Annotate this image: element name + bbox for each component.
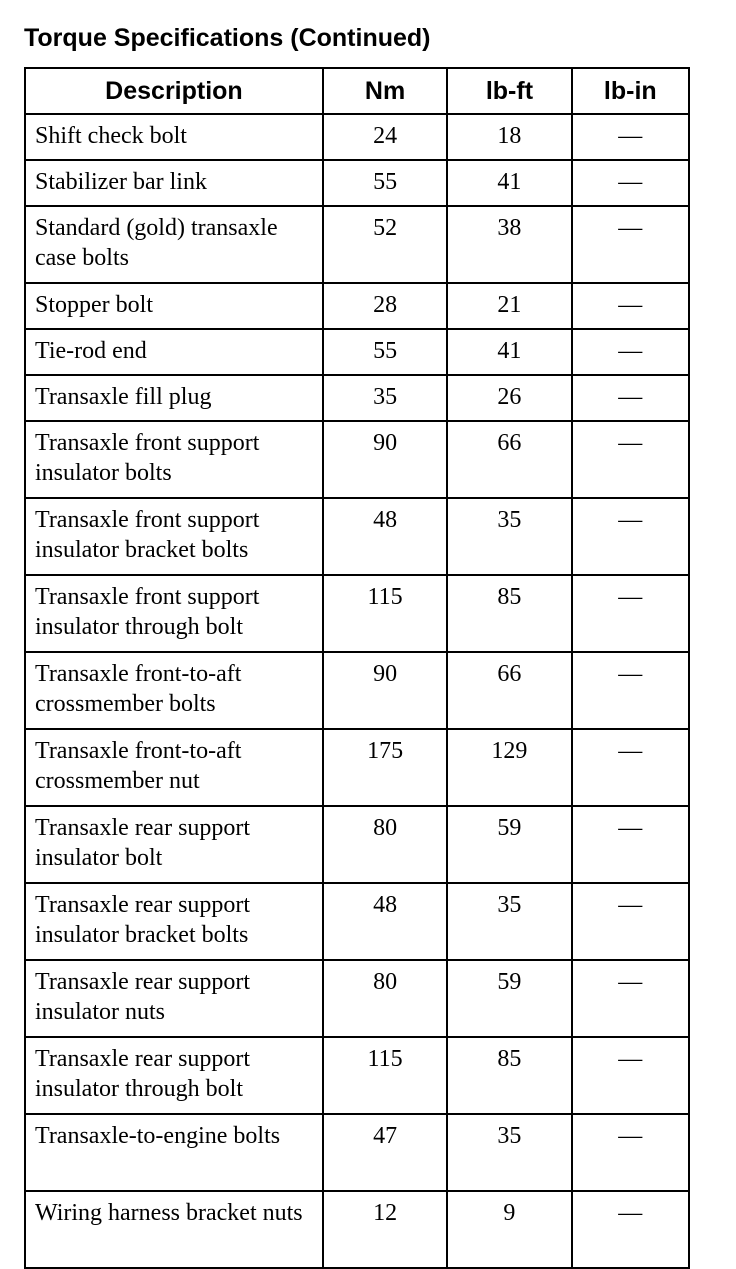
table-row bbox=[25, 1114, 689, 1191]
description-cell: Transaxle rear support insulator through bolt bbox=[25, 1037, 323, 1114]
lb-ft-cell: 85 bbox=[447, 1037, 571, 1114]
nm-cell: 24 bbox=[323, 114, 447, 160]
nm-cell: 55 bbox=[323, 160, 447, 206]
nm-cell: 55 bbox=[323, 329, 447, 375]
description-cell: Transaxle rear support insulator bolt bbox=[25, 806, 323, 883]
table-row bbox=[25, 421, 689, 498]
nm-cell: 48 bbox=[323, 883, 447, 960]
lb-in-cell: — bbox=[572, 1114, 689, 1191]
lb-ft-cell: 41 bbox=[447, 160, 571, 206]
header-lb-in: lb-in bbox=[572, 68, 689, 114]
description-cell: Transaxle-to-engine bolts bbox=[25, 1114, 323, 1191]
lb-in-cell: — bbox=[572, 160, 689, 206]
table-row bbox=[25, 960, 689, 1037]
description-cell: Transaxle front support insulator bracket bolts bbox=[25, 498, 323, 575]
header-lb-ft: lb-ft bbox=[447, 68, 571, 114]
description-cell: Transaxle front support insulator bolts bbox=[25, 421, 323, 498]
nm-cell: 90 bbox=[323, 652, 447, 729]
nm-cell: 48 bbox=[323, 498, 447, 575]
nm-cell: 47 bbox=[323, 1114, 447, 1191]
nm-cell: 52 bbox=[323, 206, 447, 283]
nm-cell: 175 bbox=[323, 729, 447, 806]
lb-in-cell: — bbox=[572, 114, 689, 160]
lb-in-cell: — bbox=[572, 329, 689, 375]
lb-in-cell: — bbox=[572, 283, 689, 329]
description-cell: Wiring harness bracket nuts bbox=[25, 1191, 323, 1268]
table-row bbox=[25, 729, 689, 806]
torque-spec-table bbox=[24, 67, 690, 1269]
lb-ft-cell: 9 bbox=[447, 1191, 571, 1268]
lb-ft-cell: 129 bbox=[447, 729, 571, 806]
lb-ft-cell: 21 bbox=[447, 283, 571, 329]
description-cell: Transaxle front-to-aft crossmember bolts bbox=[25, 652, 323, 729]
description-cell: Stopper bolt bbox=[25, 283, 323, 329]
lb-ft-cell: 66 bbox=[447, 652, 571, 729]
lb-ft-cell: 35 bbox=[447, 1114, 571, 1191]
description-cell: Transaxle front-to-aft crossmember nut bbox=[25, 729, 323, 806]
lb-in-cell: — bbox=[572, 806, 689, 883]
nm-cell: 115 bbox=[323, 575, 447, 652]
lb-ft-cell: 35 bbox=[447, 883, 571, 960]
lb-ft-cell: 59 bbox=[447, 960, 571, 1037]
lb-in-cell: — bbox=[572, 498, 689, 575]
table-row bbox=[25, 575, 689, 652]
lb-in-cell: — bbox=[572, 375, 689, 421]
page-title: Torque Specifications (Continued) bbox=[24, 24, 431, 52]
nm-cell: 80 bbox=[323, 960, 447, 1037]
table-row bbox=[25, 1037, 689, 1114]
nm-cell: 90 bbox=[323, 421, 447, 498]
description-cell: Transaxle rear support insulator nuts bbox=[25, 960, 323, 1037]
header-description: Description bbox=[25, 68, 323, 114]
nm-cell: 35 bbox=[323, 375, 447, 421]
lb-in-cell: — bbox=[572, 575, 689, 652]
table-row bbox=[25, 206, 689, 283]
lb-ft-cell: 66 bbox=[447, 421, 571, 498]
description-cell: Tie-rod end bbox=[25, 329, 323, 375]
lb-ft-cell: 38 bbox=[447, 206, 571, 283]
lb-in-cell: — bbox=[572, 1037, 689, 1114]
lb-ft-cell: 18 bbox=[447, 114, 571, 160]
description-cell: Transaxle fill plug bbox=[25, 375, 323, 421]
lb-in-cell: — bbox=[572, 729, 689, 806]
lb-in-cell: — bbox=[572, 1191, 689, 1268]
table-row bbox=[25, 160, 689, 206]
description-cell: Transaxle front support insulator through bolt bbox=[25, 575, 323, 652]
table-row bbox=[25, 329, 689, 375]
lb-ft-cell: 35 bbox=[447, 498, 571, 575]
description-cell: Standard (gold) transaxle case bolts bbox=[25, 206, 323, 283]
nm-cell: 115 bbox=[323, 1037, 447, 1114]
lb-ft-cell: 59 bbox=[447, 806, 571, 883]
nm-cell: 28 bbox=[323, 283, 447, 329]
lb-ft-cell: 85 bbox=[447, 575, 571, 652]
lb-ft-cell: 41 bbox=[447, 329, 571, 375]
lb-ft-cell: 26 bbox=[447, 375, 571, 421]
description-cell: Transaxle rear support insulator bracket bolts bbox=[25, 883, 323, 960]
table-row bbox=[25, 283, 689, 329]
lb-in-cell: — bbox=[572, 883, 689, 960]
description-cell: Stabilizer bar link bbox=[25, 160, 323, 206]
table-header-row bbox=[25, 68, 689, 114]
table-row bbox=[25, 114, 689, 160]
table-row bbox=[25, 375, 689, 421]
lb-in-cell: — bbox=[572, 652, 689, 729]
lb-in-cell: — bbox=[572, 206, 689, 283]
lb-in-cell: — bbox=[572, 421, 689, 498]
nm-cell: 80 bbox=[323, 806, 447, 883]
table-row bbox=[25, 1191, 689, 1268]
table-row bbox=[25, 806, 689, 883]
table-row bbox=[25, 883, 689, 960]
nm-cell: 12 bbox=[323, 1191, 447, 1268]
lb-in-cell: — bbox=[572, 960, 689, 1037]
table-row bbox=[25, 498, 689, 575]
table-row bbox=[25, 652, 689, 729]
header-nm: Nm bbox=[323, 68, 447, 114]
description-cell: Shift check bolt bbox=[25, 114, 323, 160]
